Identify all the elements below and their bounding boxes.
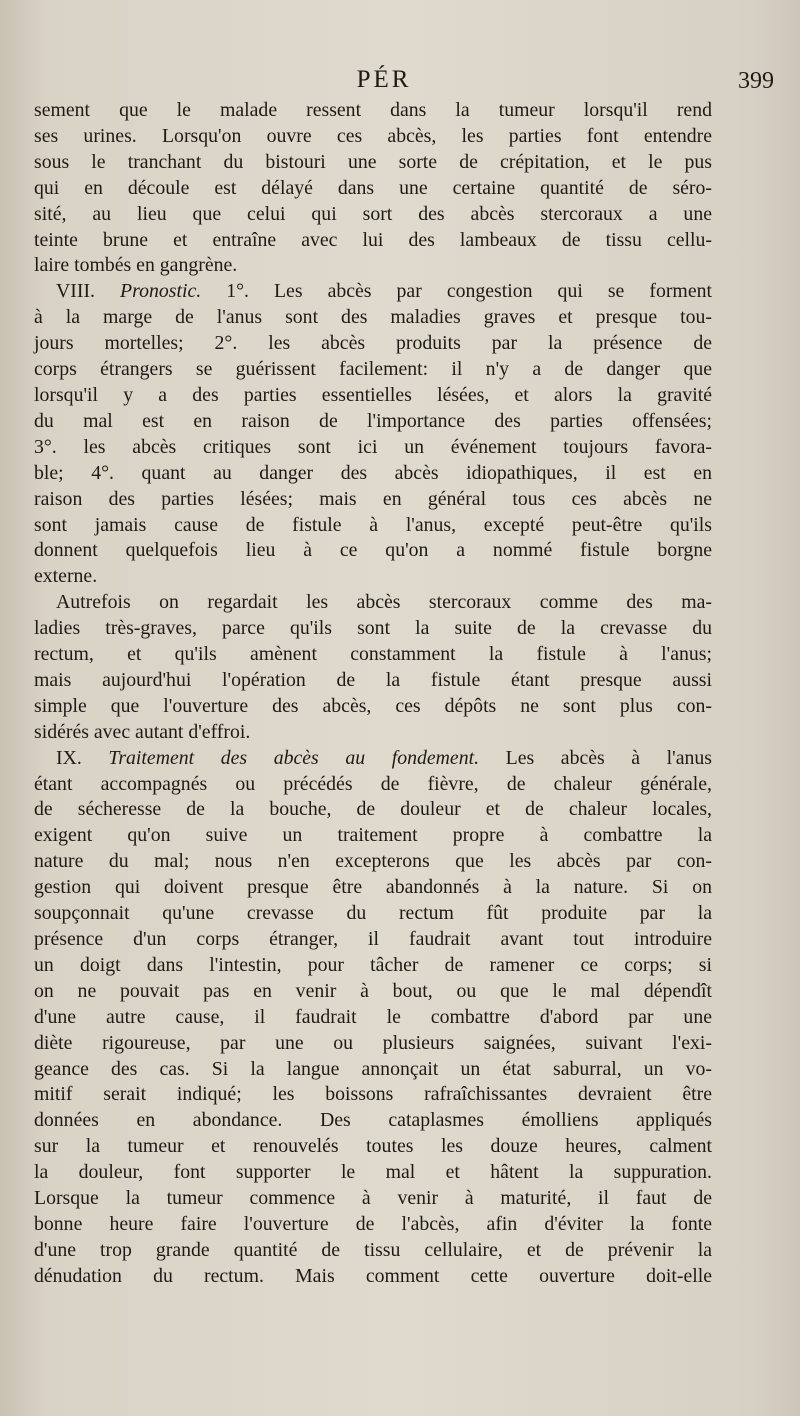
paragraph [34, 98, 712, 279]
text-line: exigent qu'on suive un traitement propre à combattre la [34, 824, 712, 847]
text-line: sur la tumeur et renouvelés toutes les douze heures, calment [34, 1135, 712, 1158]
running-head: PÉR [356, 66, 412, 93]
text-line: donnent quelquefois lieu à ce qu'on a nommé fistule borgne [34, 539, 712, 562]
page-header [34, 62, 774, 102]
section-heading: Traitement des abcès au fondement. [108, 746, 480, 769]
text-line: un doigt dans l'intestin, pour tâcher de ramener ce corps; si [34, 953, 712, 976]
text-line: externe. [34, 565, 98, 588]
text-line: présence d'un corps étranger, il faudrait avant tout introduire [34, 928, 712, 950]
text-line: données en abondance. Des cataplasmes émolliens appliqués [34, 1109, 712, 1132]
text-line: mais aujourd'hui l'opération de la fistule étant presque aussi [34, 668, 712, 691]
paragraph-traitement [34, 746, 712, 1290]
text-line: sidérés avec autant d'effroi. [34, 720, 251, 743]
text-line: du mal est en raison de l'importance des parties offensées; [34, 409, 712, 432]
text-line: ble; 4°. quant au danger des abcès idiopathiques, il est en [34, 461, 712, 484]
text-line: étant accompagnés ou précédés de fièvre, de chaleur générale, [34, 772, 712, 795]
text-line: diète rigoureuse, par une ou plusieurs saignées, suivant l'exi- [34, 1031, 712, 1054]
text-line: sous le tranchant du bistouri une sorte de crépitation, et le pus [34, 150, 712, 173]
text-line: soupçonnait qu'une crevasse du rectum fût produite par la [34, 902, 712, 925]
paragraph [34, 590, 712, 745]
text-line: la douleur, font supporter le mal et hâtent la suppuration. [34, 1161, 712, 1184]
text-line: 3°. les abcès critiques sont ici un événement toujours favora- [34, 435, 712, 458]
text-line: geance des cas. Si la langue annonçait un état saburral, un vo- [34, 1057, 712, 1080]
section-heading: Pronostic. [120, 280, 202, 303]
text-line: simple que l'ouverture des abcès, ces dépôts ne sont plus con- [34, 694, 712, 717]
text-line: bonne heure faire l'ouverture de l'abcès, afin d'éviter la fonte [34, 1212, 712, 1235]
text-line: sont jamais cause de fistule à l'anus, excepté peut-être qu'ils [34, 513, 712, 536]
text-line: à la marge de l'anus sont des maladies graves et presque tou- [34, 306, 712, 329]
text-line: sité, au lieu que celui qui sort des abcès stercoraux a une [34, 202, 712, 225]
text-line: on ne pouvait pas en venir à bout, ou que le mal dépendît [34, 979, 712, 1002]
text-line: Lorsque la tumeur commence à venir à maturité, il faut de [34, 1187, 712, 1210]
text-line: d'une trop grande quantité de tissu cellulaire, et de prévenir la [34, 1238, 712, 1261]
text-line: gestion qui doivent presque être abandonnés à la nature. Si on [34, 876, 712, 899]
text-run: Les abcès à l'anus [479, 746, 712, 769]
text-line: nature du mal; nous n'en excepterons que les abcès par con- [34, 850, 712, 873]
text-line: qui en découle est délayé dans une certaine quantité de séro- [34, 176, 712, 199]
text-line: rectum, et qu'ils amènent constamment la fistule à l'anus; [34, 643, 712, 666]
text-line: teinte brune et entraîne avec lui des lambeaux de tissu cellu- [34, 228, 712, 251]
text-line: dénudation du rectum. Mais comment cette ouverture doit-elle [34, 1264, 712, 1287]
text-line: raison des parties lésées; mais en général tous ces abcès ne [34, 487, 712, 510]
text-line: mitif serait indiqué; les boissons rafraîchissantes devraient être [34, 1083, 712, 1106]
body-text [34, 98, 712, 1290]
text-line: Autrefois on regardait les abcès stercoraux comme des ma- [56, 591, 712, 614]
page-number: 399 [738, 68, 774, 94]
text-line: de sécheresse de la bouche, de douleur et de chaleur locales, [34, 798, 712, 821]
text-line: ladies très-graves, parce qu'ils sont la suite de la crevasse du [34, 617, 712, 640]
text-line: jours mortelles; 2°. les abcès produits par la présence de [34, 332, 712, 355]
text-line: sement que le malade ressent dans la tumeur lorsqu'il rend [34, 99, 712, 121]
text-run: 1°. Les abcès par congestion qui se forment [201, 280, 712, 303]
text-line [34, 279, 712, 305]
text-line [34, 746, 712, 772]
text-line: d'une autre cause, il faudrait le combattre d'abord par une [34, 1005, 712, 1028]
section-number: VIII. [56, 280, 121, 303]
text-line: ses urines. Lorsqu'on ouvre ces abcès, les parties font entendre [34, 124, 712, 147]
text-line: laire tombés en gangrène. [34, 254, 238, 277]
section-number: IX. [56, 746, 109, 769]
text-line: corps étrangers se guérissent facilement: il n'y a de danger que [34, 358, 712, 381]
paragraph-pronostic [34, 279, 712, 590]
text-line: lorsqu'il y a des parties essentielles lésées, et alors la gravité [34, 383, 712, 406]
